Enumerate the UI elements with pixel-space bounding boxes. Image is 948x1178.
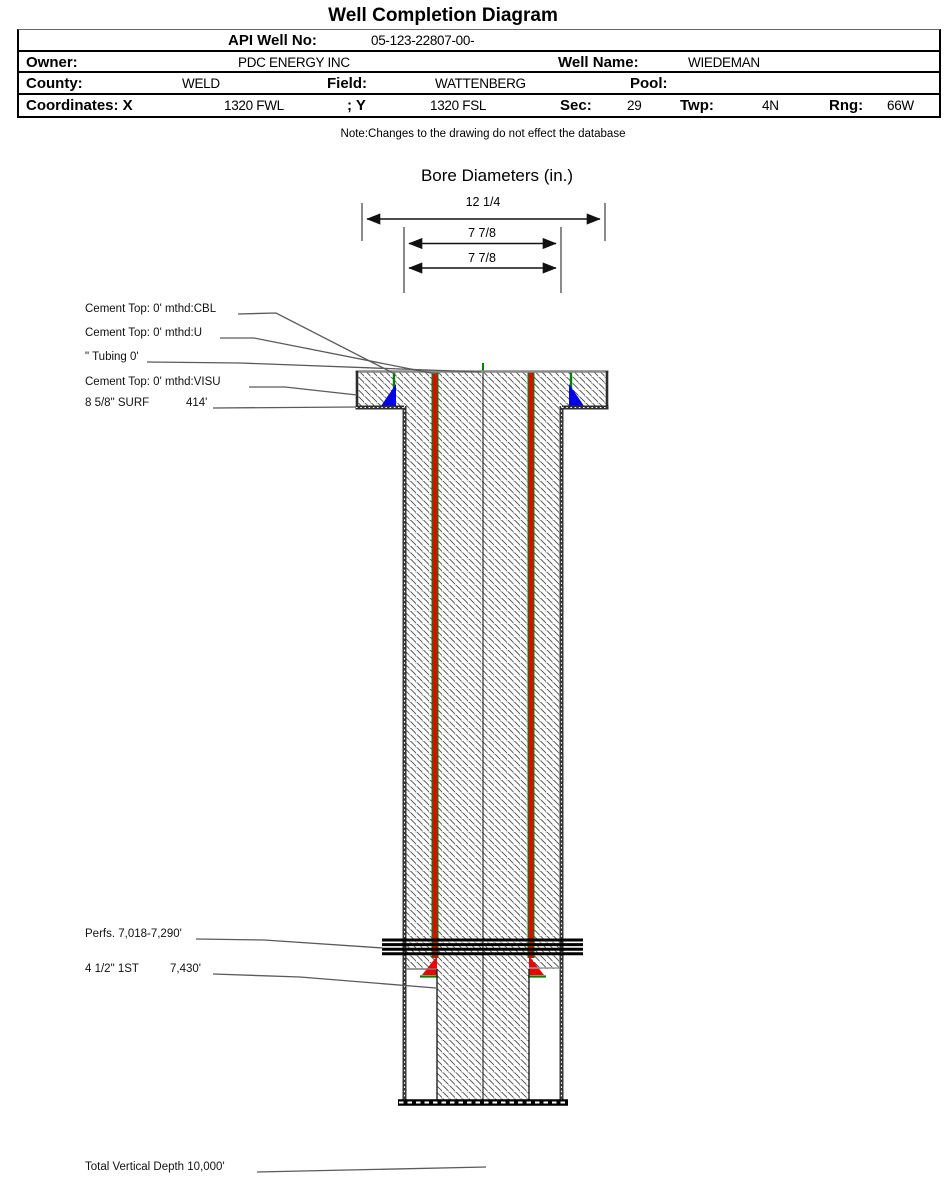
coordinates-label: Coordinates: X — [26, 97, 133, 114]
api-label: API Well No: — [228, 32, 317, 49]
twp-value: 4N — [762, 98, 779, 113]
page-title: Well Completion Diagram — [328, 5, 558, 26]
label-surf-depth: 414' — [186, 397, 208, 409]
sec-value: 29 — [627, 98, 642, 113]
coordinates-x-value: 1320 FWL — [224, 98, 284, 113]
label-cement-cbl: Cement Top: 0' mthd:CBL — [85, 303, 217, 315]
owner-label: Owner: — [26, 54, 78, 71]
label-tvd: Total Vertical Depth 10,000' — [85, 1161, 225, 1173]
label-perfs: Perfs. 7,018-7,290' — [85, 928, 182, 940]
dim-label-7-78-b: 7 7/8 — [468, 251, 496, 265]
leader-cement-visu — [249, 387, 357, 395]
label-cement-visu: Cement Top: 0' mthd:VISU — [85, 376, 221, 388]
coordinates-y-label: ; Y — [347, 97, 366, 114]
wellbore-hatch-fills — [357, 372, 607, 1100]
field-label: Field: — [327, 75, 367, 92]
field-value: WATTENBERG — [435, 76, 526, 91]
dim-label-7-78-a: 7 7/8 — [468, 226, 496, 240]
label-prod-casing: 4 1/2" 1ST — [85, 963, 139, 975]
county-value: WELD — [182, 76, 220, 91]
label-tubing: " Tubing 0' — [85, 351, 139, 363]
well-name-label: Well Name: — [558, 54, 639, 71]
leader-perfs — [196, 939, 383, 948]
owner-value: PDC ENERGY INC — [238, 55, 350, 70]
label-surf-casing: 8 5/8" SURF — [85, 397, 150, 409]
twp-label: Twp: — [680, 97, 714, 114]
bore-dimension-group — [362, 203, 605, 293]
well-name-value: WIEDEMAN — [688, 55, 760, 70]
leader-tubing — [147, 362, 481, 372]
bore-diameters-title: Bore Diameters (in.) — [420, 166, 574, 185]
pool-label: Pool: — [630, 75, 668, 92]
sec-label: Sec: — [560, 97, 592, 114]
rng-value: 66W — [887, 98, 914, 113]
label-cement-u: Cement Top: 0' mthd:U — [85, 327, 203, 339]
coordinates-y-value: 1320 FSL — [430, 98, 487, 113]
database-note: Note:Changes to the drawing do not effect the database — [340, 128, 626, 140]
rng-label: Rng: — [829, 97, 864, 114]
dim-label-12-14: 12 1/4 — [465, 195, 501, 209]
api-value: 05-123-22807-00- — [371, 33, 475, 48]
label-prod-depth: 7,430' — [170, 963, 201, 975]
leader-tvd — [257, 1167, 486, 1172]
leader-surf-casing — [213, 407, 356, 408]
county-label: County: — [26, 75, 83, 92]
annotation-labels — [85, 303, 225, 1173]
leader-cement-cbl — [238, 313, 395, 374]
